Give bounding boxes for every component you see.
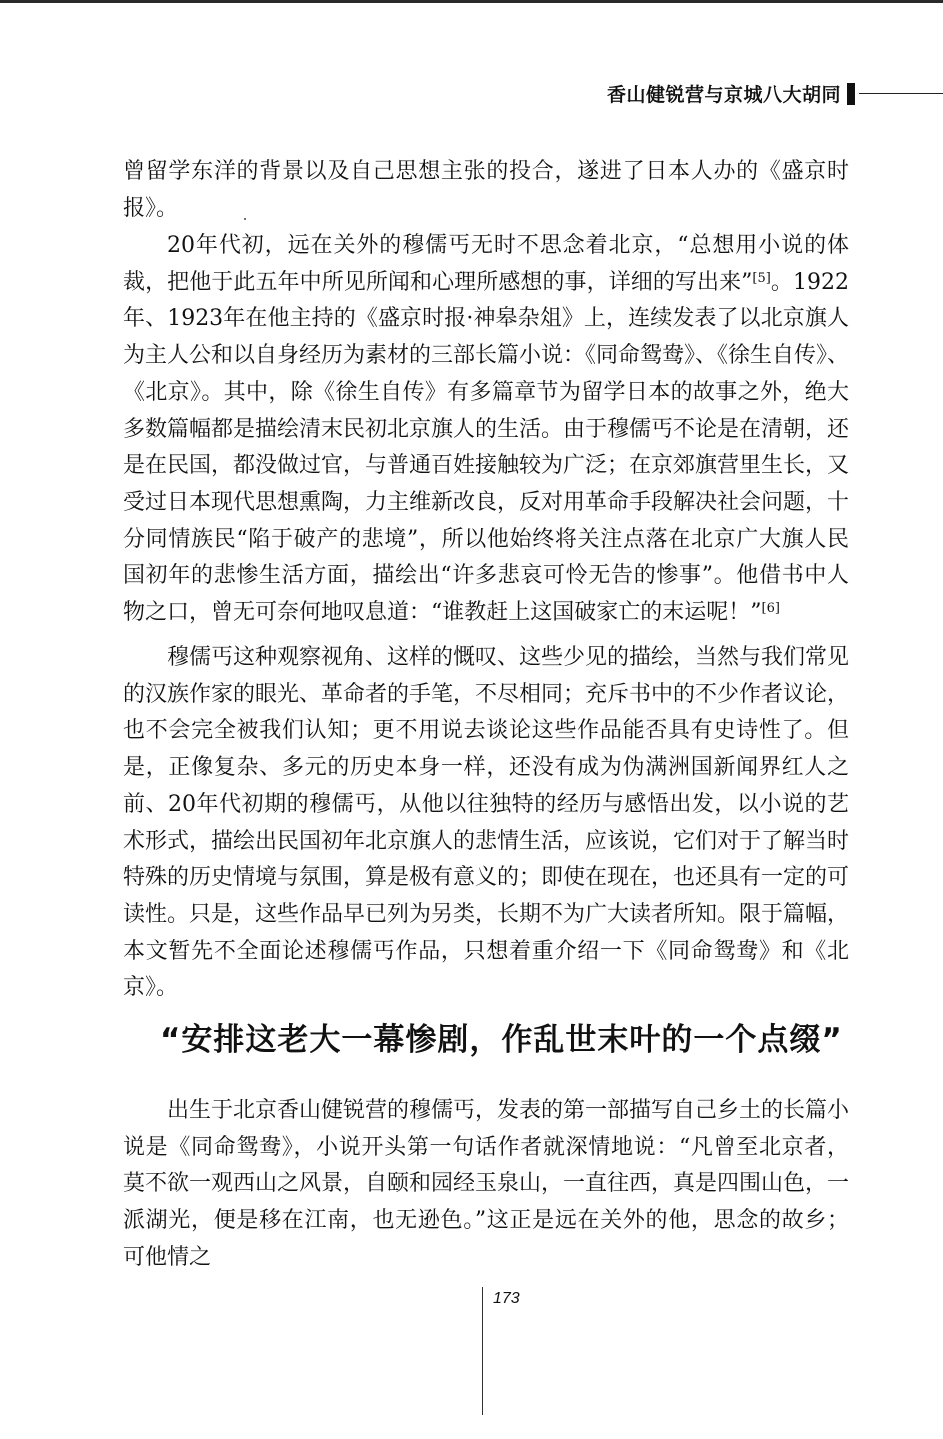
paragraph-2-part-b: 。1922年、1923年在他主持的《盛京时报·神皋杂俎》上，连续发表了以北京旗人为主人公和以自身经历为素材的三部长篇小说：《同命鸳鸯》、《徐生自传》、《北京》。其中，除《徐生自传》有多篇章节为留学日本的故事之外，绝大多数篇幅都是描绘清末民初北京旗人的生活。由于穆儒丐不论是在清朝，还是在民国，都没做过官，与普通百姓接触较为广泛；在京郊旗营里生长，又受过日本现代思想熏陶，力主维新改良，反对用革命手段解决社会问题，十分同情族民“陷于破产的悲境”，所以他始终将关注点落在北京广大旗人民国初年的悲惨生活方面，描绘出“许多悲哀可怜无告的惨事”。他借书中人物之口，曾无可奈何地叹息道：“谁教赶上这国破家亡的末运呢！”	[123, 269, 850, 626]
paragraph-1-text: 曾留学东洋的背景以及自己思想主张的投合，遂进了日本人办的《盛京时报》。	[123, 159, 849, 221]
body-paragraph-2	[123, 228, 849, 632]
section-paragraph-text: 出生于北京香山健锐营的穆儒丐，发表的第一部描写自己乡土的长篇小说是《同命鸳鸯》，小说开头第一句话作者就深情地说：“凡曾至北京者，莫不欲一观西山之风景，自颐和园经玉泉山，一直往西，真是四围山色，一派湖光，便是移在江南，也无逊色。”这正是远在关外的他，思念的故乡；可他情之	[123, 1098, 850, 1270]
scan-speck	[244, 218, 246, 220]
footnote-ref-5: [5]	[752, 270, 771, 286]
running-head-title: 香山健锐营与京城八大胡同	[606, 84, 841, 106]
running-header	[500, 80, 943, 107]
body-paragraph-3	[123, 640, 849, 1007]
paragraph-3-text: 穆儒丐这种观察视角、这样的慨叹、这些少见的描绘，当然与我们常见的汉族作家的眼光、革命者的手笔，不尽相同；充斥书中的不少作者议论，也不会完全被我们认知；更不用说去谈论这些作品能否具有史诗性了。但是，正像复杂、多元的历史本身一样，还没有成为伪满洲国新闻界红人之前、20年代初期的穆儒丐，从他以往独特的经历与感悟出发，以小说的艺术形式，描绘出民国初年北京旗人的悲情生活，应该说，它们对于了解当时特殊的历史情境与氛围，算是极有意义的；即使在现在，也还具有一定的可读性。只是，这些作品早已列为另类，长期不为广大读者所知。限于篇幅，本文暂先不全面论述穆儒丐作品，只想着重介绍一下《同命鸳鸯》和《北京》。	[123, 645, 850, 1001]
header-rule	[859, 93, 943, 94]
section-heading: “安排这老大一幕惨剧，作乱世末叶的一个点缀”	[160, 1022, 843, 1058]
footnote-ref-6: [6]	[761, 600, 780, 616]
section-paragraph	[123, 1093, 849, 1277]
body-paragraph-1	[123, 154, 849, 227]
page-top-border	[0, 0, 943, 3]
paragraph-2-part-a: 20年代初，远在关外的穆儒丐无时不思念着北京，“总想用小说的体裁，把他于此五年中所见所闻和心理所感想的事，详细的写出来”	[123, 233, 849, 295]
paragraph-2-text	[123, 228, 849, 632]
header-bar-mark	[847, 83, 855, 105]
gutter-line	[482, 1287, 483, 1415]
page-number: 173	[493, 1290, 520, 1307]
